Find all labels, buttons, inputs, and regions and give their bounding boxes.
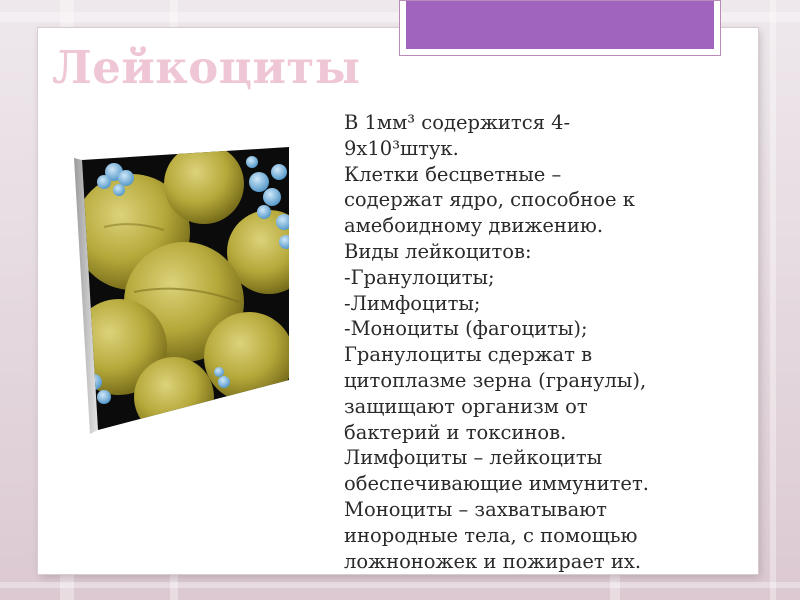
description-text-box — [332, 98, 744, 572]
top-banner — [399, 0, 721, 56]
text-line: инородные тела, с помощью — [344, 523, 638, 547]
text-line: содержат ядро, способное к — [344, 188, 635, 212]
text-line: Виды лейкоцитов: — [344, 239, 532, 263]
top-banner-fill — [406, 1, 714, 49]
text-line: -Моноциты (фагоциты); — [344, 317, 588, 341]
text-line: бактерий и токсинов. — [344, 420, 567, 444]
text-line: В 1мм³ содержится 4- — [344, 111, 571, 134]
text-line: цитоплазме зерна (гранулы), — [344, 368, 647, 392]
slide-title: Лейкоциты — [52, 41, 361, 94]
text-line: Клетки бесцветные – — [344, 162, 562, 186]
text-line: обеспечивающие иммунитет. — [344, 472, 649, 496]
text-line: 9х10³штук. — [344, 136, 459, 160]
text-line: ложноножек и пожирает их. — [344, 549, 642, 573]
leukocyte-micrograph — [74, 142, 314, 442]
background-stripe — [0, 582, 800, 588]
text-line: -Лимфоциты; — [344, 291, 481, 315]
text-line: защищают организм от — [344, 394, 588, 418]
micrograph-image — [74, 142, 314, 442]
text-line: амебоидному движению. — [344, 214, 604, 238]
text-line: Моноциты – захватывают — [344, 497, 607, 521]
background-stripe — [770, 0, 776, 600]
text-line: Лимфоциты – лейкоциты — [344, 446, 603, 470]
text-line: -Гранулоциты; — [344, 265, 495, 289]
text-line: Гранулоциты сдержат в — [344, 343, 593, 367]
